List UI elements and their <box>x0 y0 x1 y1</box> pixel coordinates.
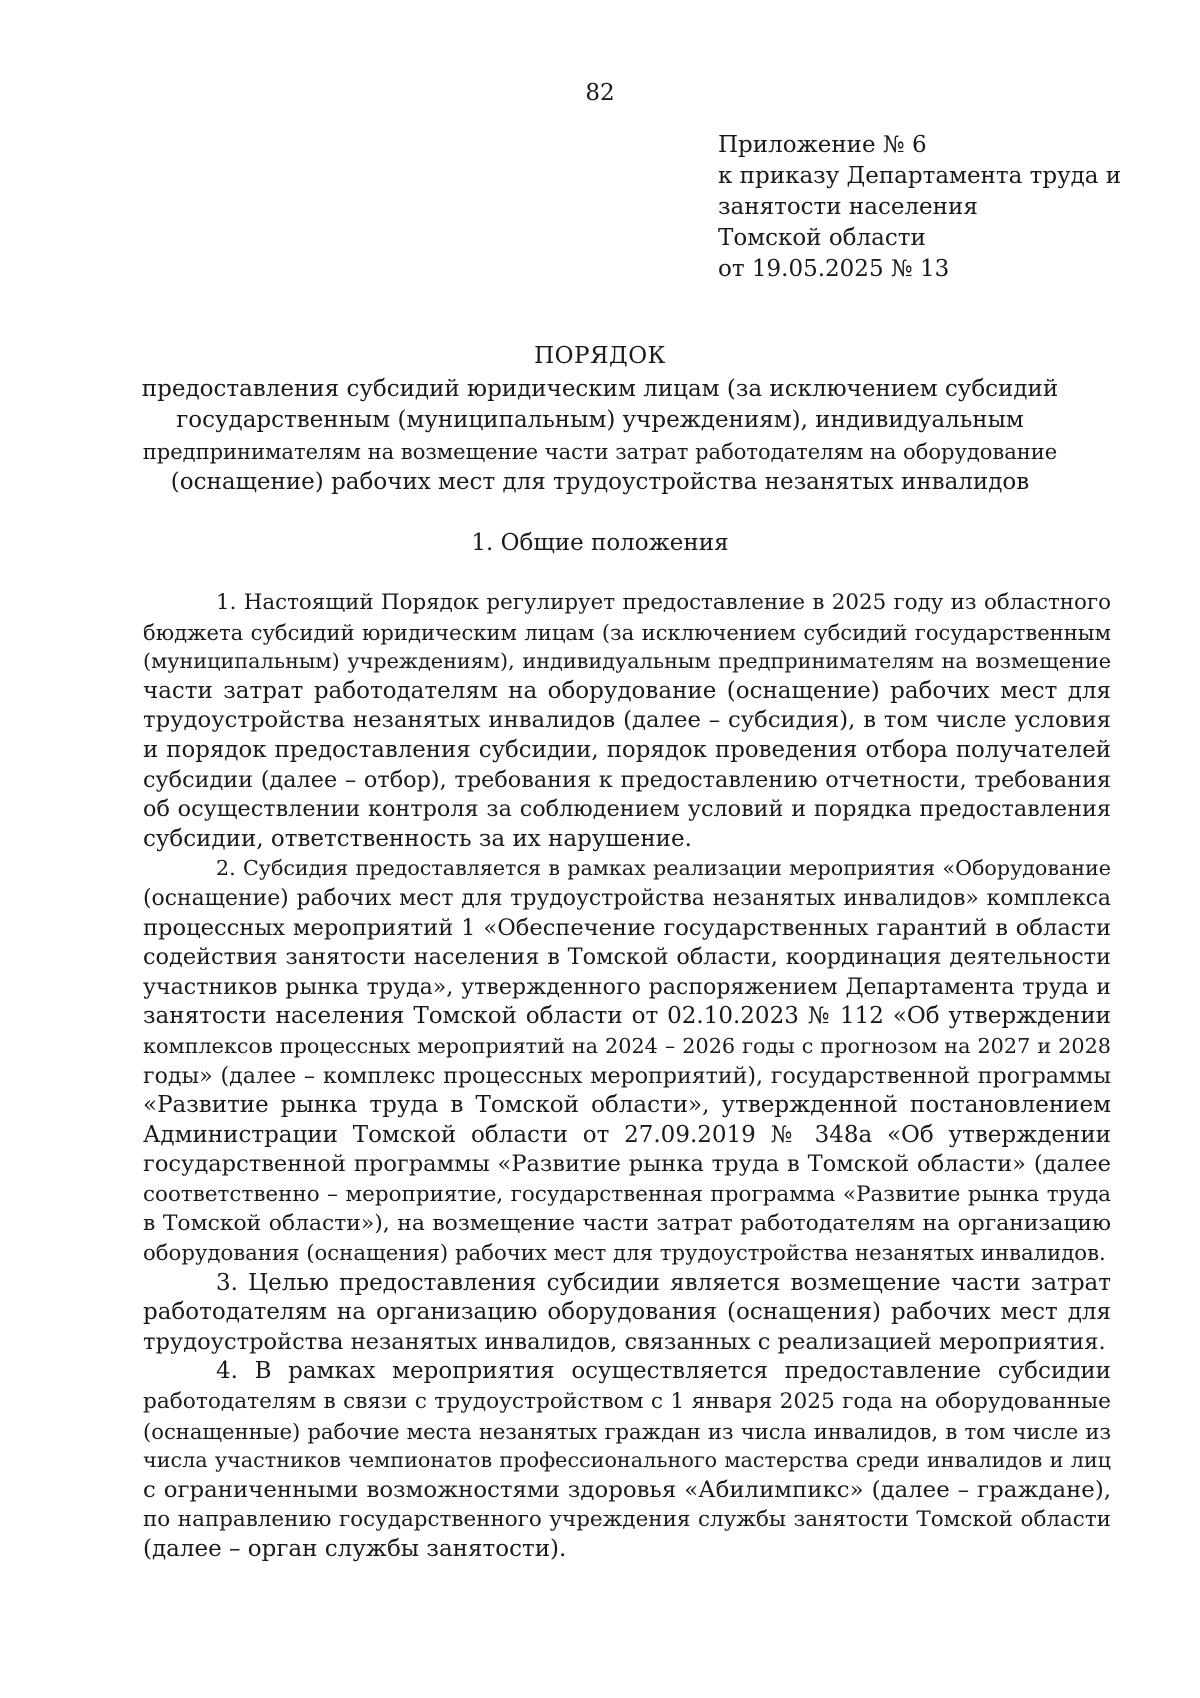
text-line: по направлению государственного учреждения службы занятости Томской области <box>143 1507 1111 1533</box>
paragraph-3 <box>143 1269 1111 1358</box>
text-line: трудоустройства незанятых инвалидов, связанных с реализацией мероприятия. <box>143 1328 1106 1355</box>
subtitle-line: (оснащение) рабочих мест для трудоустройства незанятых инвалидов <box>170 469 1030 495</box>
text-line: (оснащенные) рабочие места незанятых граждан из числа инвалидов, в том числе из <box>143 1418 1111 1444</box>
paragraph-2 <box>143 854 1111 1268</box>
text-line: с ограниченными возможностями здоровья «Абилимпикс» (далее – граждане), <box>143 1476 1111 1503</box>
text-line: в Томской области»), на возмещение части затрат работодателям на организацию <box>143 1211 1111 1237</box>
text-line: 4. В рамках мероприятия осуществляется предоставление субсидии <box>216 1358 1111 1385</box>
page-number: 82 <box>585 80 615 106</box>
text-line: «Развитие рынка труда в Томской области», утвержденной постановлением <box>143 1092 1111 1119</box>
paragraph-4 <box>143 1357 1111 1564</box>
text-line: соответственно – мероприятие, государственная программа «Развитие рынка труда <box>143 1181 1111 1207</box>
subtitle-line: предпринимателям на возмещение части затрат работодателям на оборудование <box>142 439 1058 464</box>
text-line: комплексов процессных мероприятий на 2024 – 2026 годы с прогнозом на 2027 и 2028 <box>143 1033 1111 1058</box>
text-line: (муниципальным) учреждениям), индивидуальным предпринимателям на возмещение <box>143 649 1111 674</box>
text-line: части затрат работодателям на оборудование (оснащение) рабочих мест для <box>143 677 1111 704</box>
section-heading: 1. Общие положения <box>471 530 729 556</box>
text-line: об осуществлении контроля за соблюдением условий и порядка предоставления <box>143 796 1111 823</box>
text-line: (оснащение) рабочих мест для трудоустройства незанятых инвалидов» комплекса <box>143 885 1111 911</box>
appendix-line: Приложение № 6 <box>718 132 927 158</box>
text-line: трудоустройства незанятых инвалидов (далее – субсидия), в том числе условия <box>143 707 1111 734</box>
document-subtitle <box>140 374 1060 498</box>
paragraph-1 <box>143 588 1111 854</box>
text-line: государственной программы «Развитие рынка труда в Томской области» (далее <box>143 1151 1111 1178</box>
text-line: бюджета субсидий юридическим лицам (за исключением субсидий государственным <box>143 619 1111 645</box>
document-title: ПОРЯДОК <box>534 343 666 369</box>
appendix-line: занятости населения <box>718 194 978 220</box>
text-line: 3. Целью предоставления субсидии является возмещение части затрат <box>216 1269 1111 1296</box>
text-line: занятости населения Томской области от 02.10.2023 № 112 «Об утверждении <box>143 1003 1111 1030</box>
appendix-line: от 19.05.2025 № 13 <box>718 256 950 282</box>
appendix-block <box>718 130 1121 285</box>
body-text <box>143 588 1111 1565</box>
text-line: процессных мероприятий 1 «Обеспечение государственных гарантий в области <box>143 914 1111 941</box>
appendix-line: к приказу Департамента труда и <box>718 163 1122 189</box>
subtitle-line: предоставления субсидий юридическим лицам (за исключением субсидий <box>141 376 1059 402</box>
text-line: Администрации Томской области от 27.09.2019 № 348а «Об утверждении <box>143 1121 1111 1148</box>
text-line: годы» (далее – комплекс процессных мероприятий), государственной программы <box>143 1062 1111 1089</box>
text-line: субсидии (далее – отбор), требования к предоставлению отчетности, требования <box>143 766 1111 793</box>
text-line: работодателям в связи с трудоустройством с 1 января 2025 года на оборудованные <box>143 1389 1111 1415</box>
text-line: оборудования (оснащения) рабочих мест для трудоустройства незанятых инвалидов. <box>143 1241 1106 1267</box>
text-line: работодателям на организацию оборудования (оснащения) рабочих мест для <box>143 1299 1111 1326</box>
text-line: субсидии, ответственность за их нарушение. <box>143 825 692 852</box>
text-line: 1. Настоящий Порядок регулирует предоставление в 2025 году из областного <box>216 590 1111 615</box>
text-line: (далее – орган службы занятости). <box>143 1536 567 1562</box>
text-line: содействия занятости населения в Томской области, координация деятельности <box>143 944 1111 971</box>
text-line: и порядок предоставления субсидии, порядок проведения отбора получателей <box>143 736 1111 763</box>
text-line: числа участников чемпионатов профессионального мастерства среди инвалидов и лиц <box>143 1448 1111 1473</box>
subtitle-line: государственным (муниципальным) учреждениям), индивидуальным <box>176 407 1024 433</box>
appendix-line: Томской области <box>718 225 926 251</box>
text-line: участников рынка труда», утвержденного распоряжением Департамента труда и <box>143 973 1111 1000</box>
text-line: 2. Субсидия предоставляется в рамках реализации мероприятия «Оборудование <box>216 856 1111 881</box>
